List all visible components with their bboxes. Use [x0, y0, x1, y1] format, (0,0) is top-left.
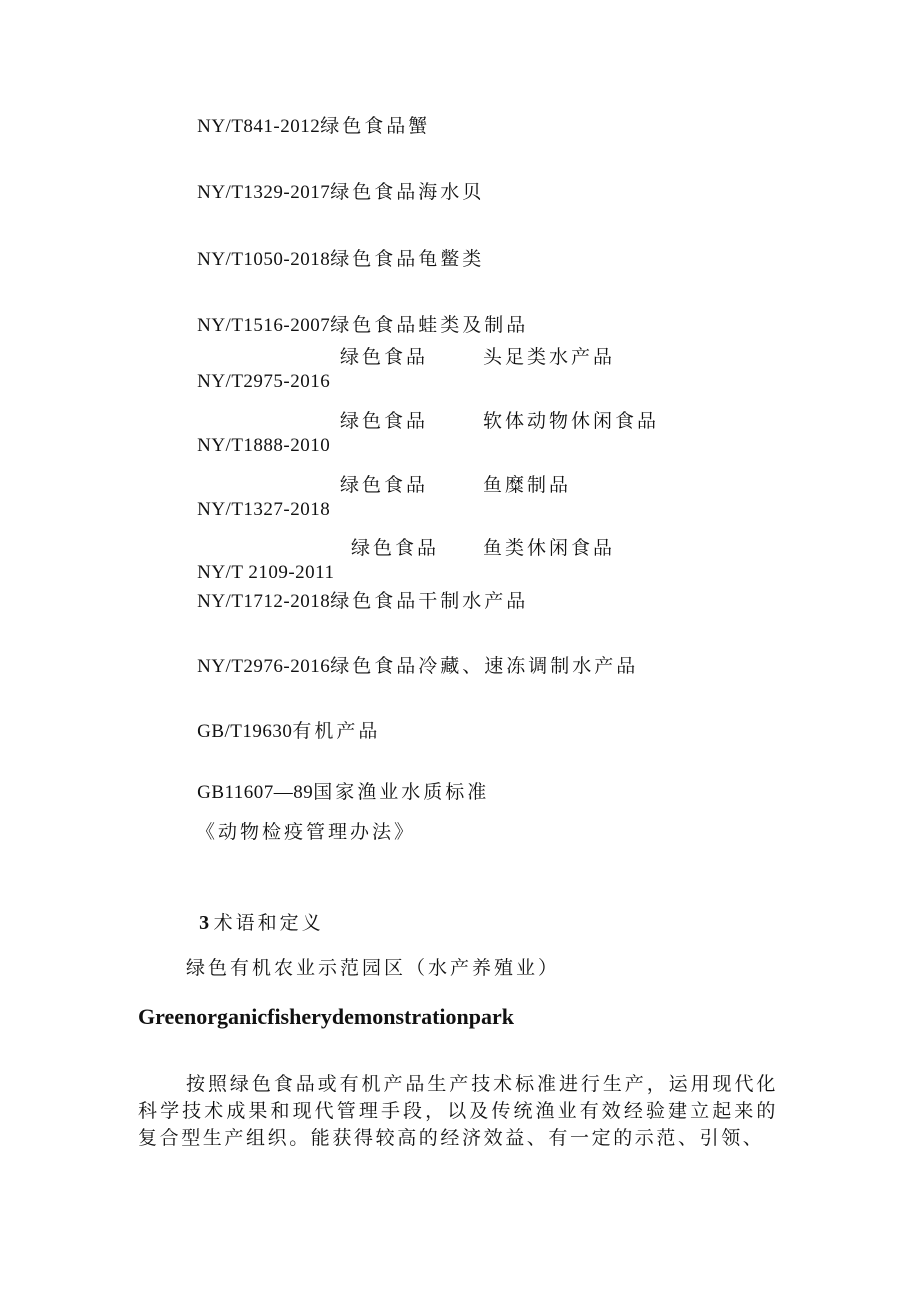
standard-code: NY/T1327-2018	[197, 499, 331, 520]
standard-item	[184, 345, 330, 394]
standard-title: 绿色食品冷藏、速冻调制水产品	[330, 655, 639, 677]
standard-title: 绿色食品蟹	[320, 115, 431, 137]
standard-item	[184, 289, 528, 338]
standard-item	[184, 695, 380, 744]
standard-title: 绿色食品干制水产品	[330, 590, 529, 612]
standard-subtitle: 头足类水产品	[483, 346, 616, 368]
section-title: 术语和定义	[213, 912, 324, 934]
standard-title: 国家渔业水质标准	[313, 781, 490, 803]
standard-item	[184, 409, 330, 458]
standard-code: NY/T841-2012	[197, 116, 321, 137]
standard-code: NY/T1516-2007	[197, 315, 331, 336]
standard-code: NY/T1329-2017	[197, 182, 331, 203]
standard-code: NY/T1050-2018	[197, 249, 331, 270]
standard-title: 有机产品	[292, 720, 381, 742]
section-heading	[186, 887, 324, 935]
standard-code: NY/T 2109-2011	[197, 562, 335, 583]
term-en: Greenorganicfisherydemonstrationpark	[138, 1004, 515, 1029]
standard-code: NY/T2976-2016	[197, 656, 331, 677]
standard-subtitle: 软体动物休闲食品	[483, 410, 660, 432]
standard-code: NY/T1712-2018	[197, 591, 331, 612]
standard-title: 绿色食品蛙类及制品	[330, 314, 529, 336]
standard-title: 绿色食品	[351, 537, 440, 559]
definition-paragraph: 按照绿色食品或有机产品生产技术标准进行生产，运用现代化科学技术成果和现代管理手段，以及传统渔业有效经验建立起来的复合型生产组织。能获得较高的经济效益、有一定的示范、引领、	[138, 1073, 778, 1149]
standard-title: 绿色食品龟鳖类	[330, 248, 485, 270]
standard-item	[184, 630, 638, 679]
section-number: 3	[199, 912, 210, 934]
standard-item	[184, 90, 430, 139]
standard-title: 绿色食品	[340, 346, 429, 368]
standard-item	[184, 756, 489, 805]
regulation-reference: 《动物检疫管理办法》	[196, 821, 417, 843]
standard-subtitle: 鱼类休闲食品	[483, 537, 616, 559]
standard-title: 绿色食品	[340, 410, 429, 432]
standard-item	[184, 565, 528, 614]
standard-code: GB11607—89	[197, 782, 314, 803]
standard-item	[184, 473, 330, 522]
standard-code: NY/T1888-2010	[197, 435, 331, 456]
standard-item	[184, 223, 484, 272]
standard-subtitle: 鱼糜制品	[483, 474, 572, 496]
standard-code: GB/T19630	[197, 721, 293, 742]
term-zh: 绿色有机农业示范园区（水产养殖业）	[186, 957, 561, 979]
standard-item	[184, 156, 484, 205]
standard-code: NY/T2975-2016	[197, 371, 331, 392]
standard-title: 绿色食品	[340, 474, 429, 496]
standard-title: 绿色食品海水贝	[330, 181, 485, 203]
